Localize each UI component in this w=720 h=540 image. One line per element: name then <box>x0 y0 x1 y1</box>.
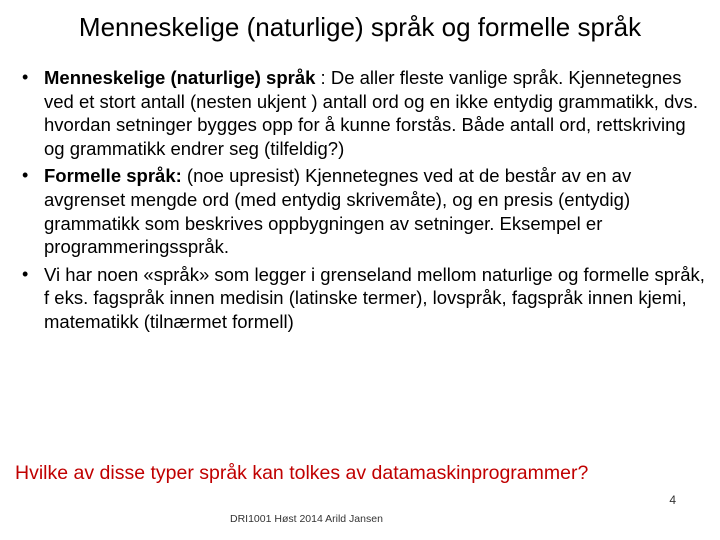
bullet-list <box>18 66 708 338</box>
bullet-icon: • <box>22 67 29 87</box>
bullet-item <box>18 66 708 160</box>
bullet-icon: • <box>22 165 29 186</box>
bullet-lead: Formelle språk: <box>44 165 182 187</box>
bullet-text: (noe upresist) Kjennetegnes ved at de består av en av avgrenset mengde ord (med entydig skrivemåte), og en presis (entydig) grammatikk som beskrives oppbygningen av setninger. Eksempel er programmeringsspråk. <box>44 165 632 258</box>
bullet-item <box>18 164 708 258</box>
page-number: 4 <box>669 493 676 507</box>
bullet-text: : De aller fleste vanlige språk. Kjennetegnes ved et stort antall (nesten ukjent ) antall ord og en ikke entydig grammatikk, dvs. hvordan setninger bygges opp for å kunne forstås. Både antall ord, rettskriving og grammatikk endrer seg (tilfeldig?) <box>44 67 698 159</box>
slide-title: Menneskelige (naturlige) språk og formelle språk <box>78 12 642 42</box>
bullet-text: Vi har noen «språk» som legger i grenseland mellom naturlige og formelle språk, f eks. fagspråk innen medisin (latinske termer), lovspråk, fagspråk innen kjemi, matematikk (tilnærmet formell) <box>44 263 705 332</box>
footer-text: DRI1001 Høst 2014 Arild Jansen <box>230 513 383 525</box>
bullet-lead: Menneskelige (naturlige) språk <box>44 67 316 88</box>
question-text: Hvilke av disse typer språk kan tolkes av datamaskinprogrammer? <box>15 462 589 484</box>
bullet-item <box>18 263 708 334</box>
bullet-icon: • <box>22 263 29 284</box>
